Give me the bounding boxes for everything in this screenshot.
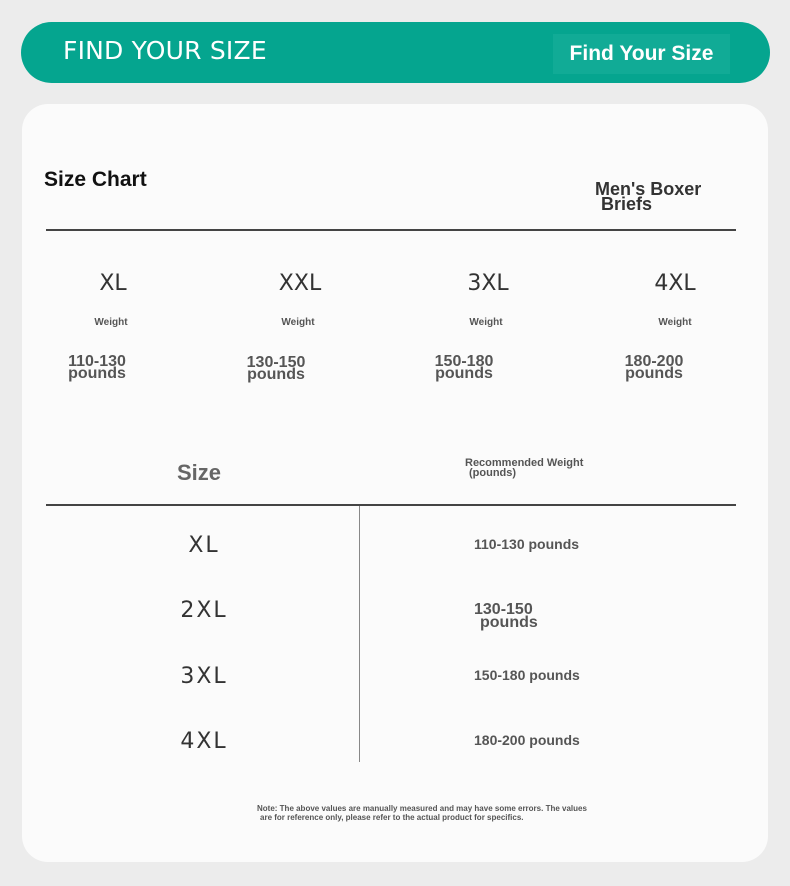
table-row-size: 4XL bbox=[180, 729, 228, 754]
disclaimer-note bbox=[257, 805, 587, 822]
size-card-weight bbox=[594, 353, 714, 382]
table-divider bbox=[46, 504, 736, 506]
table-header-weight bbox=[465, 458, 583, 478]
table-row-weight-line2: pounds bbox=[480, 614, 538, 631]
weight-unit: pounds bbox=[625, 365, 683, 382]
size-card-weight-label: Weight bbox=[658, 317, 692, 328]
product-name bbox=[595, 179, 702, 214]
weight-unit: pounds bbox=[435, 365, 493, 382]
column-divider bbox=[359, 506, 360, 762]
size-card-label: XL bbox=[99, 271, 127, 296]
table-row-weight: 180-200 pounds bbox=[474, 732, 580, 748]
table-row-size: 3XL bbox=[180, 664, 228, 689]
weight-range: 180-200 bbox=[624, 353, 684, 370]
chart-title: Size Chart bbox=[44, 168, 147, 191]
product-name-line1: Men's Boxer bbox=[595, 179, 702, 199]
table-row-size: 2XL bbox=[180, 598, 228, 623]
header-banner bbox=[21, 22, 770, 83]
size-card-label: 3XL bbox=[467, 271, 509, 296]
table-header-weight-line1: Recommended Weight bbox=[465, 457, 584, 469]
weight-range: 130-150 bbox=[246, 354, 306, 371]
table-row-weight: 150-180 pounds bbox=[474, 667, 580, 683]
divider bbox=[46, 229, 736, 231]
disclaimer-line2: are for reference only, please refer to the actual product for specifics. bbox=[260, 812, 524, 822]
table-row-weight bbox=[474, 603, 538, 629]
size-card-weight-label: Weight bbox=[281, 317, 315, 328]
disclaimer-line1: Note: The above values are manually measured and may have some errors. The values bbox=[257, 804, 587, 813]
product-name-line2: Briefs bbox=[601, 194, 653, 214]
size-card-weight bbox=[404, 353, 524, 382]
banner-title: FIND YOUR SIZE bbox=[63, 36, 267, 65]
size-card-weight-label: Weight bbox=[469, 317, 503, 328]
table-row-weight-line1: 130-150 bbox=[474, 601, 533, 618]
size-card-weight bbox=[37, 353, 157, 382]
table-header-weight-line2: (pounds) bbox=[469, 467, 517, 479]
size-card-label: XXL bbox=[278, 271, 322, 296]
banner-subtitle: Find Your Size bbox=[553, 34, 730, 74]
table-row-size: XL bbox=[188, 533, 220, 558]
size-card-weight-label: Weight bbox=[94, 317, 128, 328]
table-row-weight: 110-130 pounds bbox=[474, 536, 580, 552]
weight-range: 110-130 bbox=[68, 353, 126, 370]
size-card-weight bbox=[216, 354, 336, 383]
size-chart-card bbox=[22, 104, 768, 862]
weight-unit: pounds bbox=[247, 366, 305, 383]
weight-unit: pounds bbox=[68, 365, 126, 382]
table-header-size: Size bbox=[177, 460, 222, 485]
weight-range: 150-180 bbox=[434, 353, 494, 370]
size-card-label: 4XL bbox=[654, 271, 696, 296]
